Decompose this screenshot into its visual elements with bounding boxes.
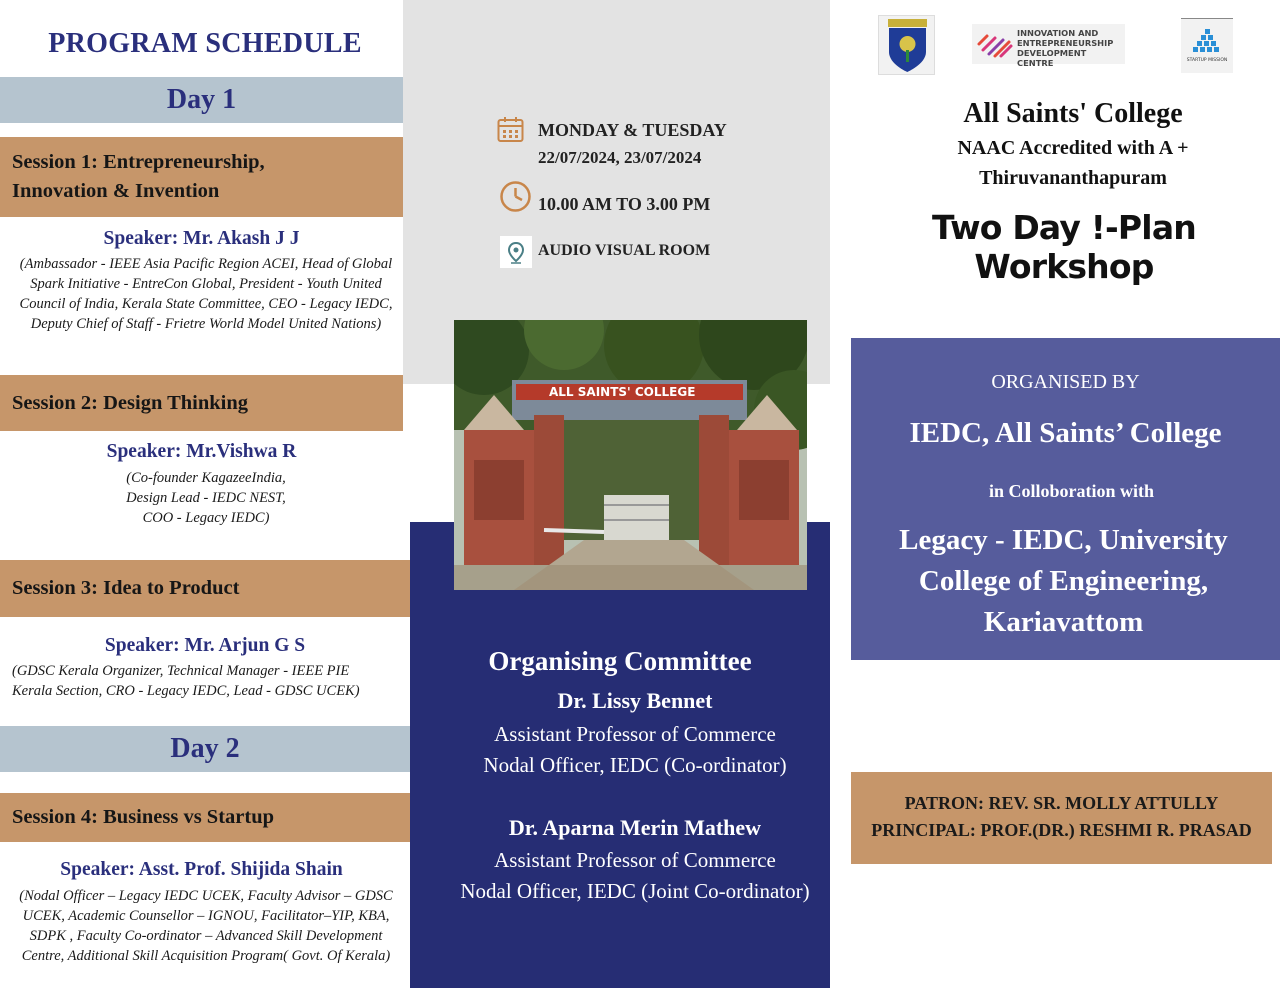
partner-name: Legacy - IEDC, University College of Engineering, Kariavattom <box>899 524 1228 638</box>
session-2-title: Session 2: Design Thinking <box>0 375 403 431</box>
patron-panel <box>851 772 1272 864</box>
program-schedule-title: PROGRAM SCHEDULE <box>48 28 362 59</box>
session-3-title: Session 3: Idea to Product <box>0 560 410 617</box>
session-3-speaker: Speaker: Mr. Arjun G S <box>104 635 306 656</box>
session-1-speaker-desc: (Ambassador - IEEE Asia Pacific Region ACEI, Head of Global Spark Initiative - EntreCon Global, President - Youth United Council of India, Kerala State Committee, CEO - Legacy IEDC, Deputy Chief of Staff - Frietre World Model United Nations) <box>19 256 393 332</box>
workshop-title: Two Day !-Plan Workshop <box>932 208 1196 286</box>
committee-member-2-position: Nodal Officer, IEDC (Joint Co-ordinator) <box>460 879 810 903</box>
session-3-speaker-desc: (GDSC Kerala Organizer, Technical Manager - IEEE PIE Kerala Section, CRO - Legacy IEDC, Lead - GDSC UCEK) <box>12 663 360 699</box>
college-name: All Saints' College <box>963 98 1183 129</box>
organised-by-label: ORGANISED BY <box>991 371 1140 393</box>
college-crest-logo <box>878 15 935 75</box>
day-1-bar: Day 1 <box>0 77 403 123</box>
session-1-speaker: Speaker: Mr. Akash J J <box>103 228 300 249</box>
committee-member-1-position: Nodal Officer, IEDC (Co-ordinator) <box>483 753 787 777</box>
session-4-title: Session 4: Business vs Startup <box>0 793 410 842</box>
committee-member-2-role: Assistant Professor of Commerce <box>494 848 776 872</box>
organiser-name: IEDC, All Saints’ College <box>909 417 1222 449</box>
session-4-speaker: Speaker: Asst. Prof. Shijida Shain <box>60 859 343 880</box>
event-venue: AUDIO VISUAL ROOM <box>538 242 711 259</box>
collaboration-label: in Colloboration with <box>988 481 1155 501</box>
photo-sign-text: ALL SAINTS' COLLEGE <box>549 385 696 399</box>
session-2-speaker-desc: (Co-founder KagazeeIndia, Design Lead - IEDC NEST, COO - Legacy IEDC) <box>126 470 286 526</box>
iedc-logo-mark-icon <box>975 28 1015 60</box>
principal-text: PRINCIPAL: PROF.(DR.) RESHMI R. PRASAD <box>871 820 1252 840</box>
calendar-icon <box>497 116 524 143</box>
event-time: 10.00 AM TO 3.00 PM <box>538 194 711 214</box>
iedc-logo <box>972 24 1125 68</box>
committee-member-1-role: Assistant Professor of Commerce <box>494 722 776 746</box>
startup-mission-text: STARTUP MISSION <box>1186 58 1228 63</box>
location-pin-icon <box>506 241 526 265</box>
committee-member-1-name: Dr. Lissy Bennet <box>557 688 713 713</box>
college-gate-photo <box>454 320 807 590</box>
committee-member-2-name: Dr. Aparna Merin Mathew <box>508 815 762 840</box>
clock-icon <box>499 180 532 213</box>
event-days: MONDAY & TUESDAY <box>538 120 727 140</box>
startup-mission-mark-icon <box>1191 27 1223 55</box>
naac-accreditation: NAAC Accredited with A + <box>957 137 1189 159</box>
event-dates: 22/07/2024, 23/07/2024 <box>538 148 702 167</box>
session-1-title: Session 1: Entrepreneurship, Innovation & Invention <box>0 137 403 217</box>
session-4-speaker-desc: (Nodal Officer – Legacy IEDC UCEK, Faculty Advisor – GDSC UCEK, Academic Counsellor – IGNOU, Facilitator–YIP, KBA, SDPK , Faculty Co-ordinator – Advanced Skill Development Centre, Additional Skill Acquisition Program( Govt. Of Kerala) <box>19 888 393 964</box>
session-2-speaker: Speaker: Mr.Vishwa R <box>106 441 297 462</box>
day-2-bar: Day 2 <box>0 726 410 772</box>
college-city: Thiruvananthapuram <box>979 167 1167 189</box>
startup-mission-logo <box>1181 18 1233 73</box>
patron-text: PATRON: REV. SR. MOLLY ATTULLY <box>904 793 1219 813</box>
iedc-logo-text: INNOVATION AND ENTREPRENEURSHIP DEVELOPMENT CENTRE <box>1017 28 1114 68</box>
committee-heading: Organising Committee <box>488 646 752 676</box>
